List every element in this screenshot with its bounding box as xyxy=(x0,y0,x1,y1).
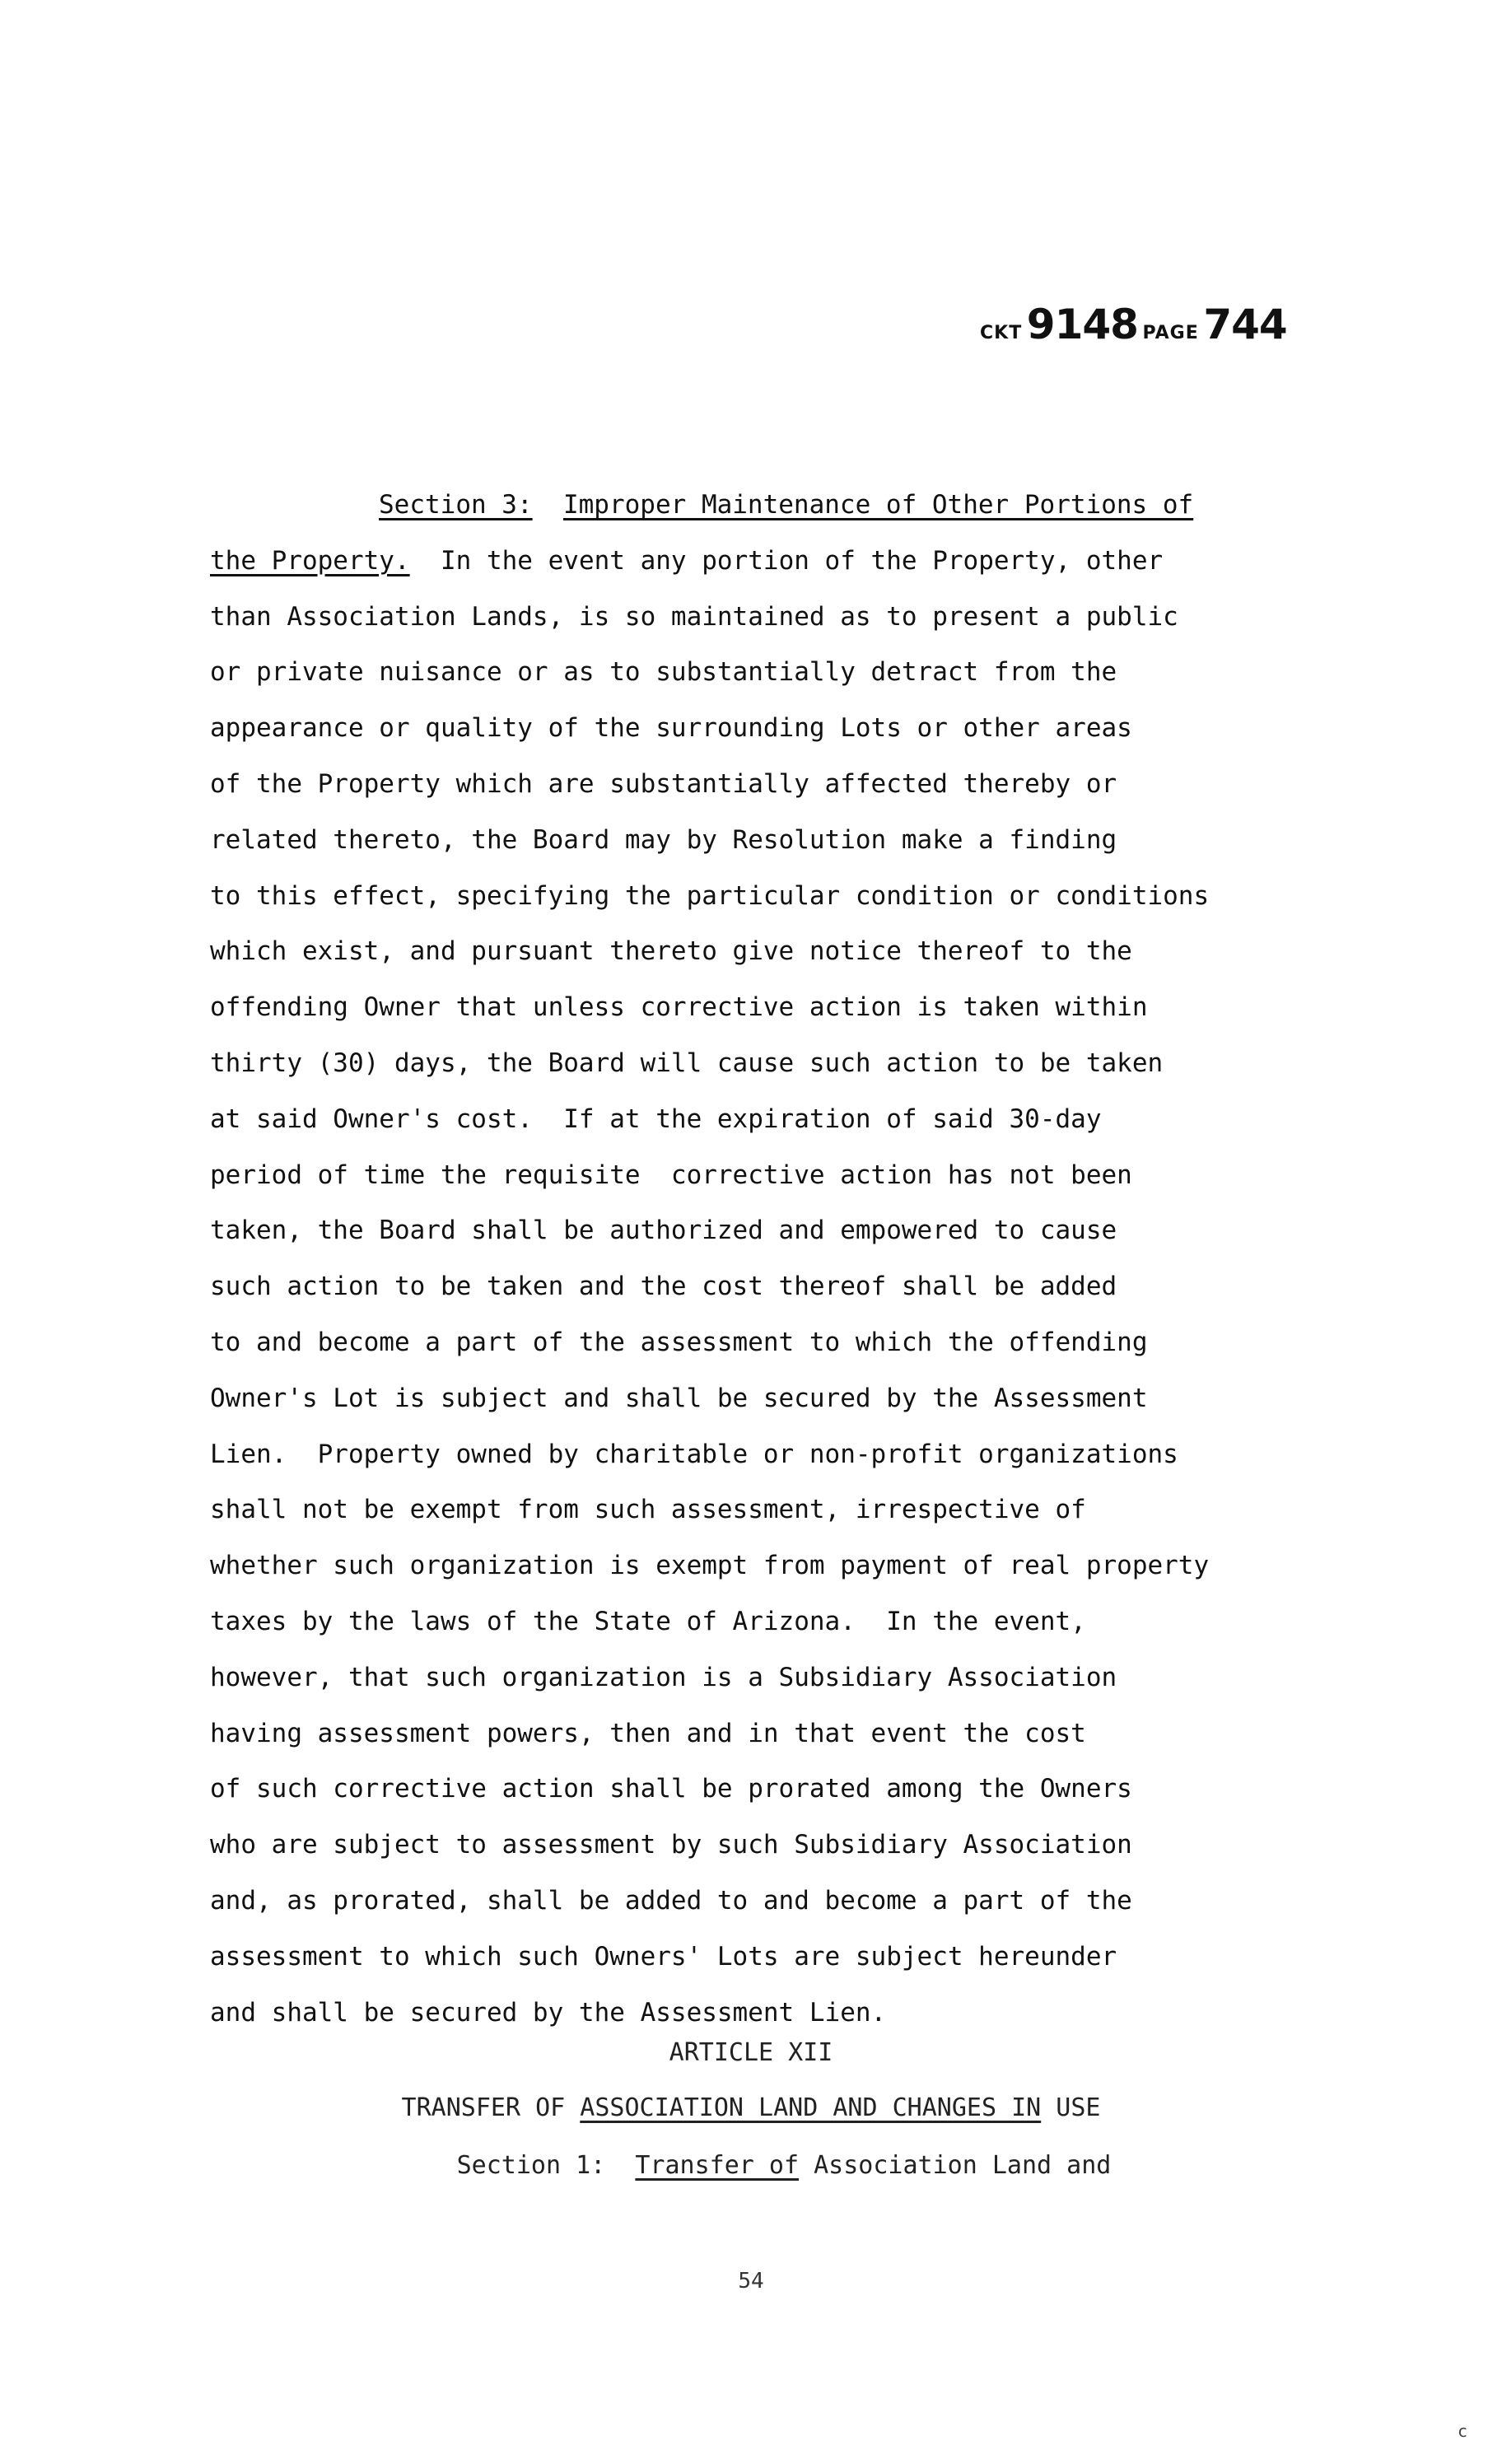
section-heading-line xyxy=(210,478,1363,534)
section-title: Improper Maintenance of Other Portions of xyxy=(562,490,1194,520)
paragraph-line: which exist, and pursuant thereto give notice thereof to the xyxy=(210,936,1132,967)
paragraph-line: to this effect, specifying the particular condition or conditions xyxy=(210,880,1210,911)
article-title xyxy=(0,2093,1502,2122)
article-number: ARTICLE XII xyxy=(669,2038,833,2067)
edge-mark: c xyxy=(1458,2421,1468,2441)
paragraph-line: and, as prorated, shall be added to and become a part of the xyxy=(210,1885,1132,1916)
stamp-book-number: 9148 xyxy=(1026,301,1138,348)
article-title-end: USE xyxy=(1041,2093,1101,2122)
paragraph-line: having assessment powers, then and in that event the cost xyxy=(210,1718,1086,1748)
paragraph-line: offending Owner that unless corrective action is taken within xyxy=(210,992,1148,1023)
next-section-title: Transfer of xyxy=(635,2151,800,2180)
paragraph-line: however, that such organization is a Subsidiary Association xyxy=(210,1662,1117,1692)
paragraph-line: of such corrective action shall be prorated among the Owners xyxy=(210,1774,1132,1804)
recording-stamp xyxy=(980,301,1287,348)
paragraph-line: taken, the Board shall be authorized and empowered to cause xyxy=(210,1216,1117,1246)
article-title-underlined: ASSOCIATION LAND AND CHANGES IN xyxy=(580,2093,1042,2122)
section-first-line-text: In the event any portion of the Property, other xyxy=(409,545,1164,576)
stamp-page-label: PAGE xyxy=(1142,323,1199,343)
paragraph-line: than Association Lands, is so maintained as to present a public xyxy=(210,601,1178,632)
section-label: Section 3: xyxy=(379,490,533,520)
paragraph-line: appearance or quality of the surrounding Lots or other areas xyxy=(210,713,1132,744)
paragraph-line: period of time the requisite corrective action has not been xyxy=(210,1160,1132,1190)
paragraph-line: assessment to which such Owners' Lots are subject hereunder xyxy=(210,1941,1117,1972)
paragraph-line: Lien. Property owned by charitable or non-profit organizations xyxy=(210,1439,1178,1469)
paragraph-line: related thereto, the Board may by Resolution make a finding xyxy=(210,824,1117,855)
article-title-start: TRANSFER OF xyxy=(401,2093,581,2122)
paragraph-line: thirty (30) days, the Board will cause such action to be taken xyxy=(210,1048,1164,1078)
next-section-heading xyxy=(0,2151,1502,2180)
next-section-title-continued: Association Land and xyxy=(799,2151,1112,2180)
stamp-page-number: 744 xyxy=(1203,301,1287,348)
paragraph-line: to and become a part of the assessment to which the offending xyxy=(210,1327,1148,1357)
paragraph-line: shall not be exempt from such assessment, irrespective of xyxy=(210,1495,1086,1525)
section-3-body xyxy=(210,478,1363,2041)
paragraph-line: of the Property which are substantially affected thereby or xyxy=(210,768,1117,799)
next-section-label: Section 1: xyxy=(456,2151,606,2180)
paragraph-line: and shall be secured by the Assessment Lien. xyxy=(210,1997,887,2028)
section-first-line xyxy=(210,534,1363,590)
paragraph-line: who are subject to assessment by such Subsidiary Association xyxy=(210,1830,1132,1860)
paragraph-line: at said Owner's cost. If at the expiration of said 30-day xyxy=(210,1104,1102,1134)
stamp-prefix: CKT xyxy=(980,323,1023,343)
section-title-continued: the Property. xyxy=(210,545,410,576)
page-number: 54 xyxy=(738,2269,764,2294)
paragraph-line: whether such organization is exempt from payment of real property xyxy=(210,1551,1210,1581)
paragraph-line: such action to be taken and the cost thereof shall be added xyxy=(210,1272,1117,1302)
paragraph-line: taxes by the laws of the State of Arizona. In the event, xyxy=(210,1606,1086,1636)
paragraph-line: Owner's Lot is subject and shall be secured by the Assessment xyxy=(210,1383,1148,1413)
paragraph-line: or private nuisance or as to substantially detract from the xyxy=(210,657,1117,688)
